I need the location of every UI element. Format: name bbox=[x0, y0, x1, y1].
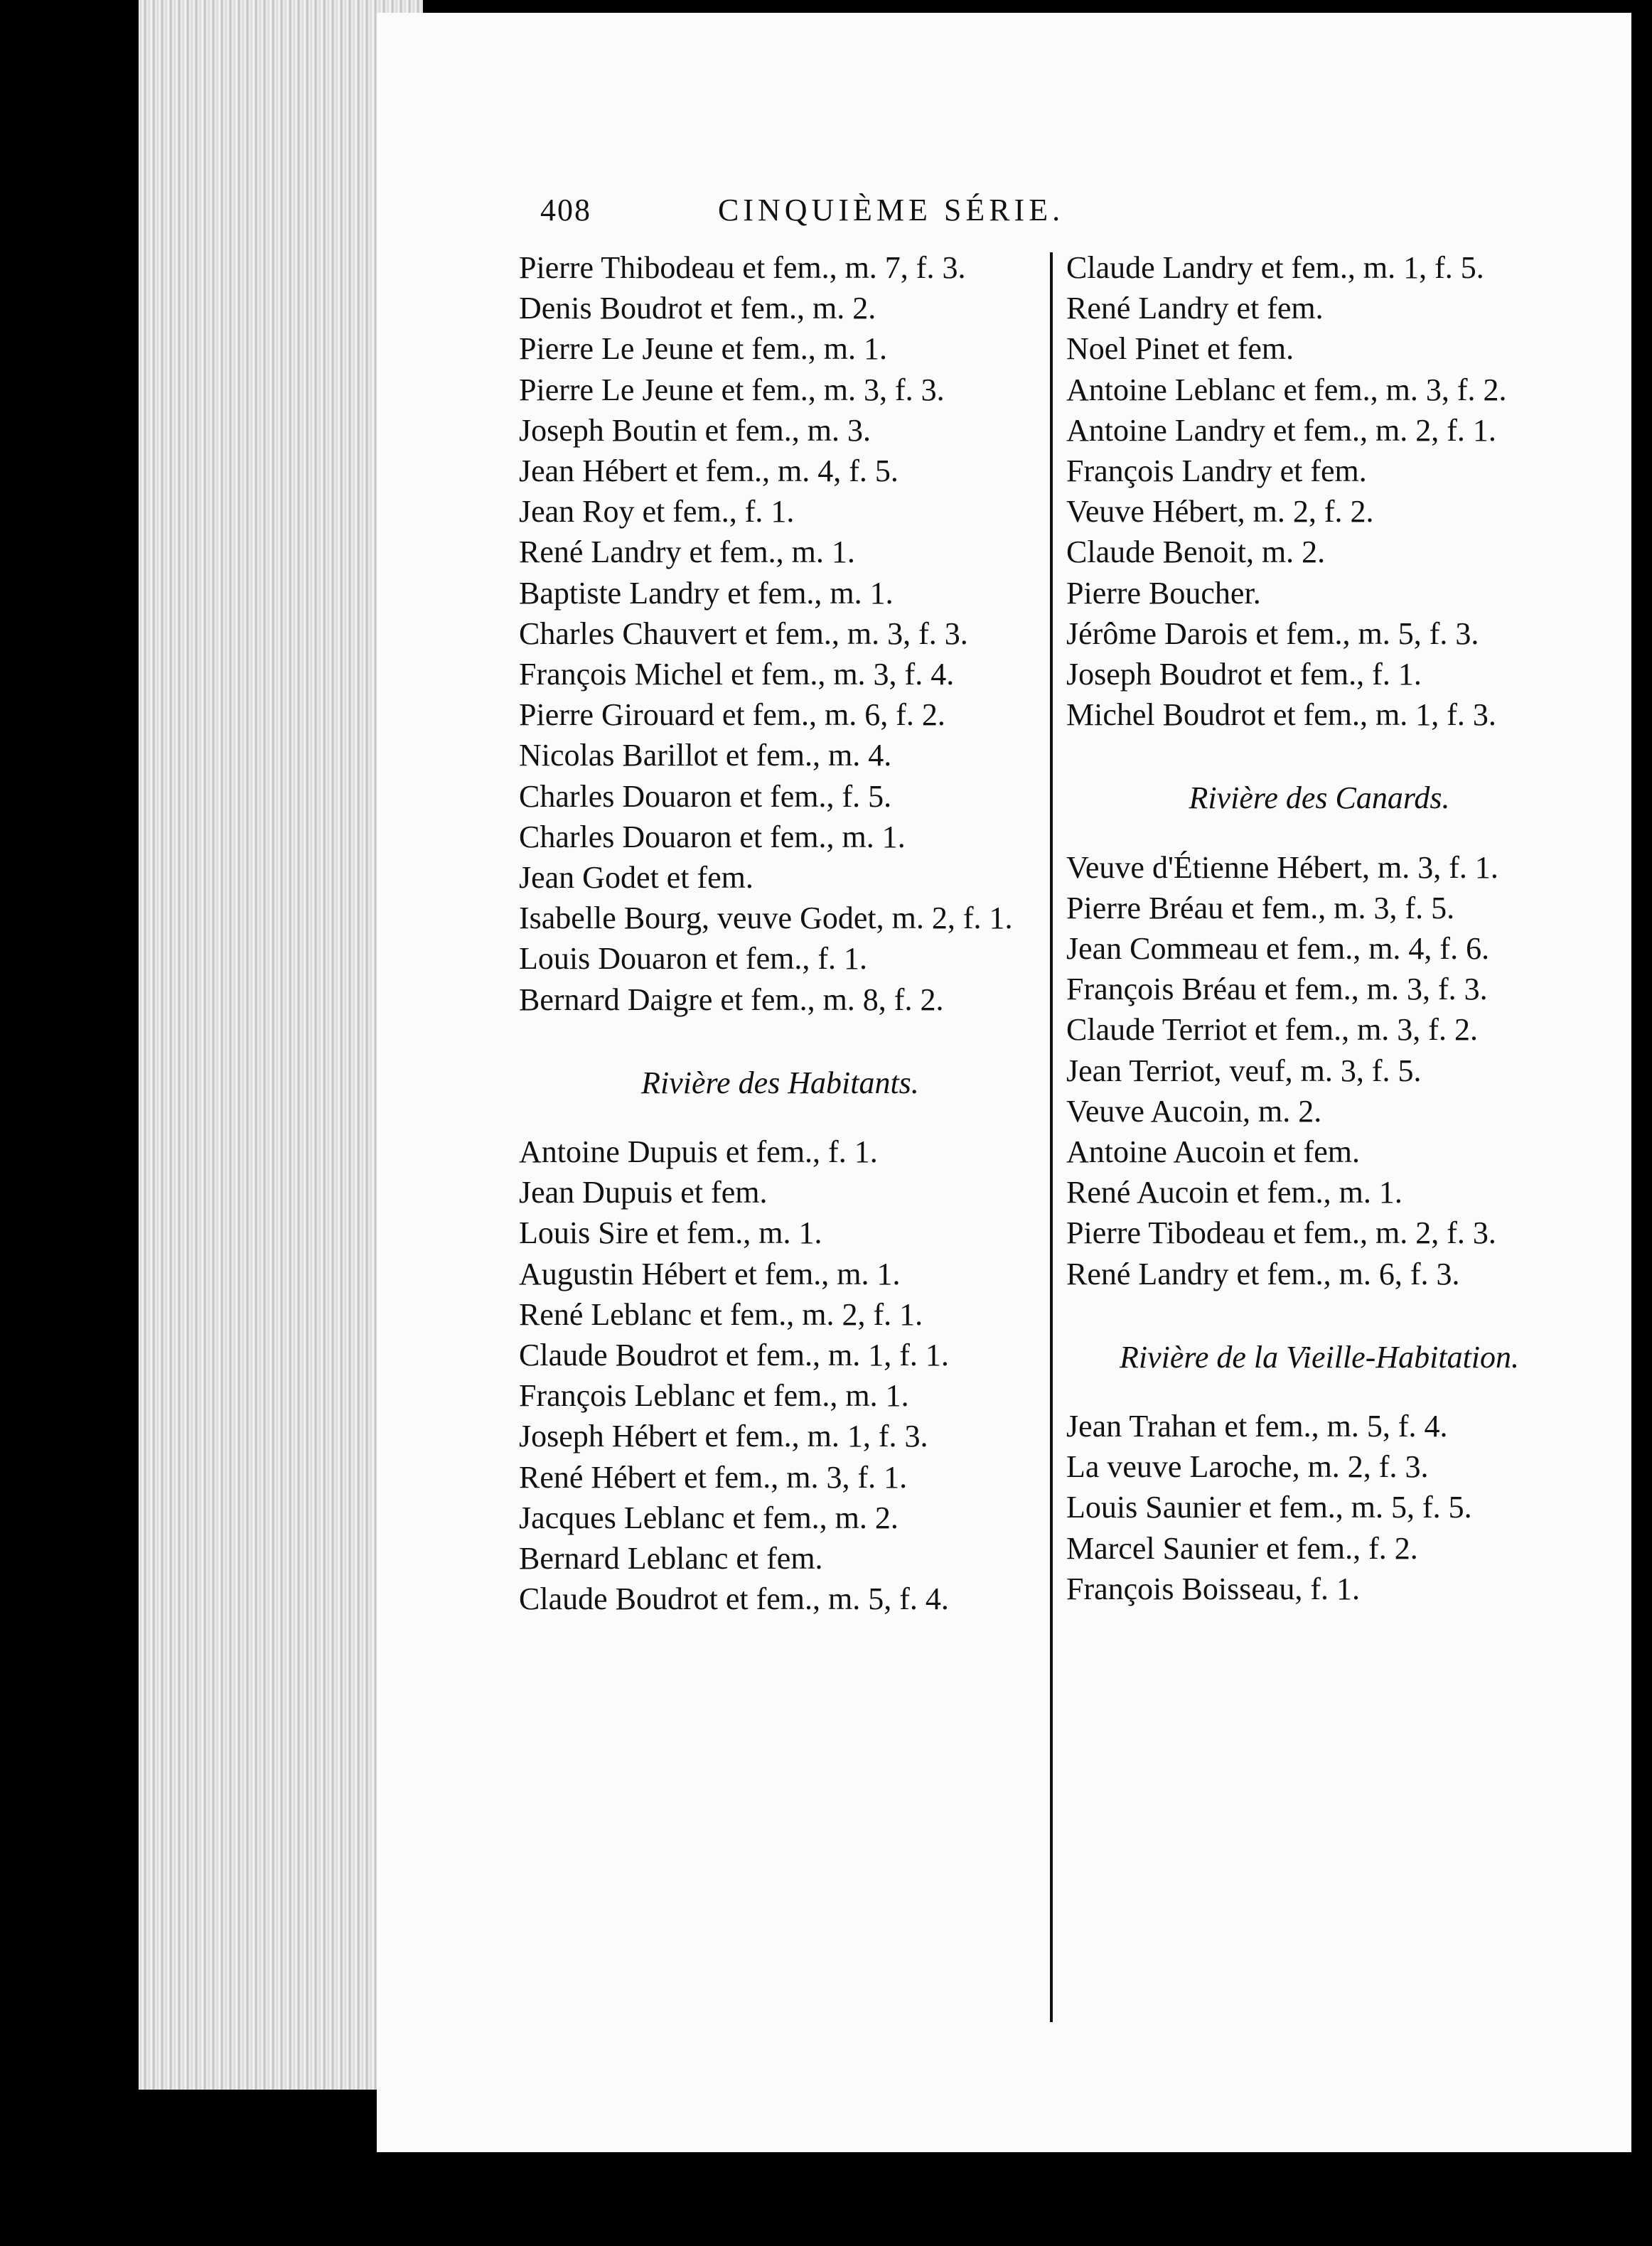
list-entry: Antoine Landry et fem., m. 2, f. 1. bbox=[1066, 412, 1496, 448]
list-entry: René Landry et fem., m. 1. bbox=[519, 534, 855, 570]
list-entry: Michel Boudrot et fem., m. 1, f. 3. bbox=[1066, 697, 1496, 733]
list-entry: Louis Saunier et fem., m. 5, f. 5. bbox=[1066, 1490, 1472, 1525]
list-entry: Jean Roy et fem., f. 1. bbox=[519, 494, 795, 530]
right-entries-b bbox=[1066, 847, 1572, 1294]
list-entry: Pierre Le Jeune et fem., m. 3, f. 3. bbox=[519, 372, 945, 407]
list-entry: Jacques Leblanc et fem., m. 2. bbox=[519, 1500, 899, 1535]
list-entry: Jean Godet et fem. bbox=[519, 860, 753, 896]
list-entry: François Bréau et fem., m. 3, f. 3. bbox=[1066, 972, 1488, 1007]
section-heading-vieille-habitation: Rivière de la Vieille-Habitation. bbox=[1119, 1339, 1520, 1375]
list-entry: Pierre Boucher. bbox=[1066, 575, 1261, 611]
list-entry: Claude Benoit, m. 2. bbox=[1066, 534, 1326, 570]
list-entry: Marcel Saunier et fem., f. 2. bbox=[1066, 1530, 1418, 1566]
list-entry: Bernard Leblanc et fem. bbox=[519, 1541, 823, 1576]
list-entry: Pierre Tibodeau et fem., m. 2, f. 3. bbox=[1066, 1215, 1496, 1251]
list-entry: Claude Landry et fem., m. 1, f. 5. bbox=[1066, 250, 1484, 285]
list-entry: Joseph Boudrot et fem., f. 1. bbox=[1066, 657, 1422, 692]
list-entry: Jean Commeau et fem., m. 4, f. 6. bbox=[1066, 931, 1490, 967]
list-entry: Antoine Leblanc et fem., m. 3, f. 2. bbox=[1066, 372, 1507, 407]
running-title: CINQUIÈME SÉRIE. bbox=[718, 193, 1065, 227]
list-entry: Bernard Daigre et fem., m. 8, f. 2. bbox=[519, 982, 944, 1017]
left-entries-a bbox=[519, 247, 1041, 1020]
list-entry: Pierre Thibodeau et fem., m. 7, f. 3. bbox=[519, 250, 966, 285]
list-entry: Jean Trahan et fem., m. 5, f. 4. bbox=[1066, 1409, 1448, 1444]
list-entry: François Michel et fem., m. 3, f. 4. bbox=[519, 657, 955, 692]
list-entry: Denis Boudrot et fem., m. 2. bbox=[519, 291, 876, 326]
list-entry: Augustin Hébert et fem., m. 1. bbox=[519, 1256, 901, 1291]
list-entry: René Aucoin et fem., m. 1. bbox=[1066, 1175, 1402, 1210]
list-entry: Joseph Hébert et fem., m. 1, f. 3. bbox=[519, 1419, 928, 1454]
list-entry: Louis Sire et fem., m. 1. bbox=[519, 1215, 822, 1251]
section-heading-canards: Rivière des Canards. bbox=[1189, 780, 1450, 816]
list-entry: Claude Boudrot et fem., m. 1, f. 1. bbox=[519, 1338, 949, 1373]
list-entry: François Boisseau, f. 1. bbox=[1066, 1571, 1361, 1606]
list-entry: René Landry et fem. bbox=[1066, 291, 1324, 326]
page-number: 408 bbox=[540, 193, 591, 227]
list-entry: Baptiste Landry et fem., m. 1. bbox=[519, 575, 894, 611]
list-entry: Jérôme Darois et fem., m. 5, f. 3. bbox=[1066, 616, 1479, 651]
list-entry: François Landry et fem. bbox=[1066, 453, 1367, 489]
list-entry: Charles Douaron et fem., f. 5. bbox=[519, 778, 892, 814]
list-entry: Veuve Hébert, m. 2, f. 2. bbox=[1066, 494, 1374, 530]
list-entry: Jean Terriot, veuf, m. 3, f. 5. bbox=[1066, 1053, 1422, 1088]
section-heading-habitants: Rivière des Habitants. bbox=[641, 1065, 919, 1100]
list-entry: La veuve Laroche, m. 2, f. 3. bbox=[1066, 1449, 1429, 1485]
list-entry: Jean Hébert et fem., m. 4, f. 5. bbox=[519, 453, 899, 489]
list-entry: François Leblanc et fem., m. 1. bbox=[519, 1378, 909, 1414]
column-divider bbox=[1050, 252, 1053, 2022]
list-entry: Antoine Aucoin et fem. bbox=[1066, 1134, 1361, 1170]
list-entry: Isabelle Bourg, veuve Godet, m. 2, f. 1. bbox=[519, 901, 1013, 936]
list-entry: Veuve Aucoin, m. 2. bbox=[1066, 1093, 1322, 1129]
right-entries-c bbox=[1066, 1406, 1572, 1609]
list-entry: Nicolas Barillot et fem., m. 4. bbox=[519, 738, 892, 773]
list-entry: René Leblanc et fem., m. 2, f. 1. bbox=[519, 1296, 923, 1332]
left-column bbox=[519, 247, 1041, 1620]
list-entry: Claude Terriot et fem., m. 3, f. 2. bbox=[1066, 1012, 1478, 1048]
right-entries-a bbox=[1066, 247, 1572, 735]
list-entry: Joseph Boutin et fem., m. 3. bbox=[519, 412, 871, 448]
list-entry: Antoine Dupuis et fem., f. 1. bbox=[519, 1134, 878, 1170]
list-entry: Claude Boudrot et fem., m. 5, f. 4. bbox=[519, 1581, 949, 1617]
list-entry: Louis Douaron et fem., f. 1. bbox=[519, 941, 867, 977]
list-entry: Noel Pinet et fem. bbox=[1066, 331, 1294, 367]
list-entry: Pierre Girouard et fem., m. 6, f. 2. bbox=[519, 697, 945, 733]
left-entries-b bbox=[519, 1132, 1041, 1619]
list-entry: Veuve d'Étienne Hébert, m. 3, f. 1. bbox=[1066, 849, 1498, 885]
right-column bbox=[1066, 247, 1572, 1609]
list-entry: René Landry et fem., m. 6, f. 3. bbox=[1066, 1256, 1460, 1291]
list-entry: Pierre Bréau et fem., m. 3, f. 5. bbox=[1066, 890, 1455, 925]
list-entry: Charles Douaron et fem., m. 1. bbox=[519, 819, 906, 854]
list-entry: Pierre Le Jeune et fem., m. 1. bbox=[519, 331, 888, 367]
list-entry: René Hébert et fem., m. 3, f. 1. bbox=[519, 1459, 908, 1495]
list-entry: Jean Dupuis et fem. bbox=[519, 1175, 768, 1210]
list-entry: Charles Chauvert et fem., m. 3, f. 3. bbox=[519, 616, 968, 651]
